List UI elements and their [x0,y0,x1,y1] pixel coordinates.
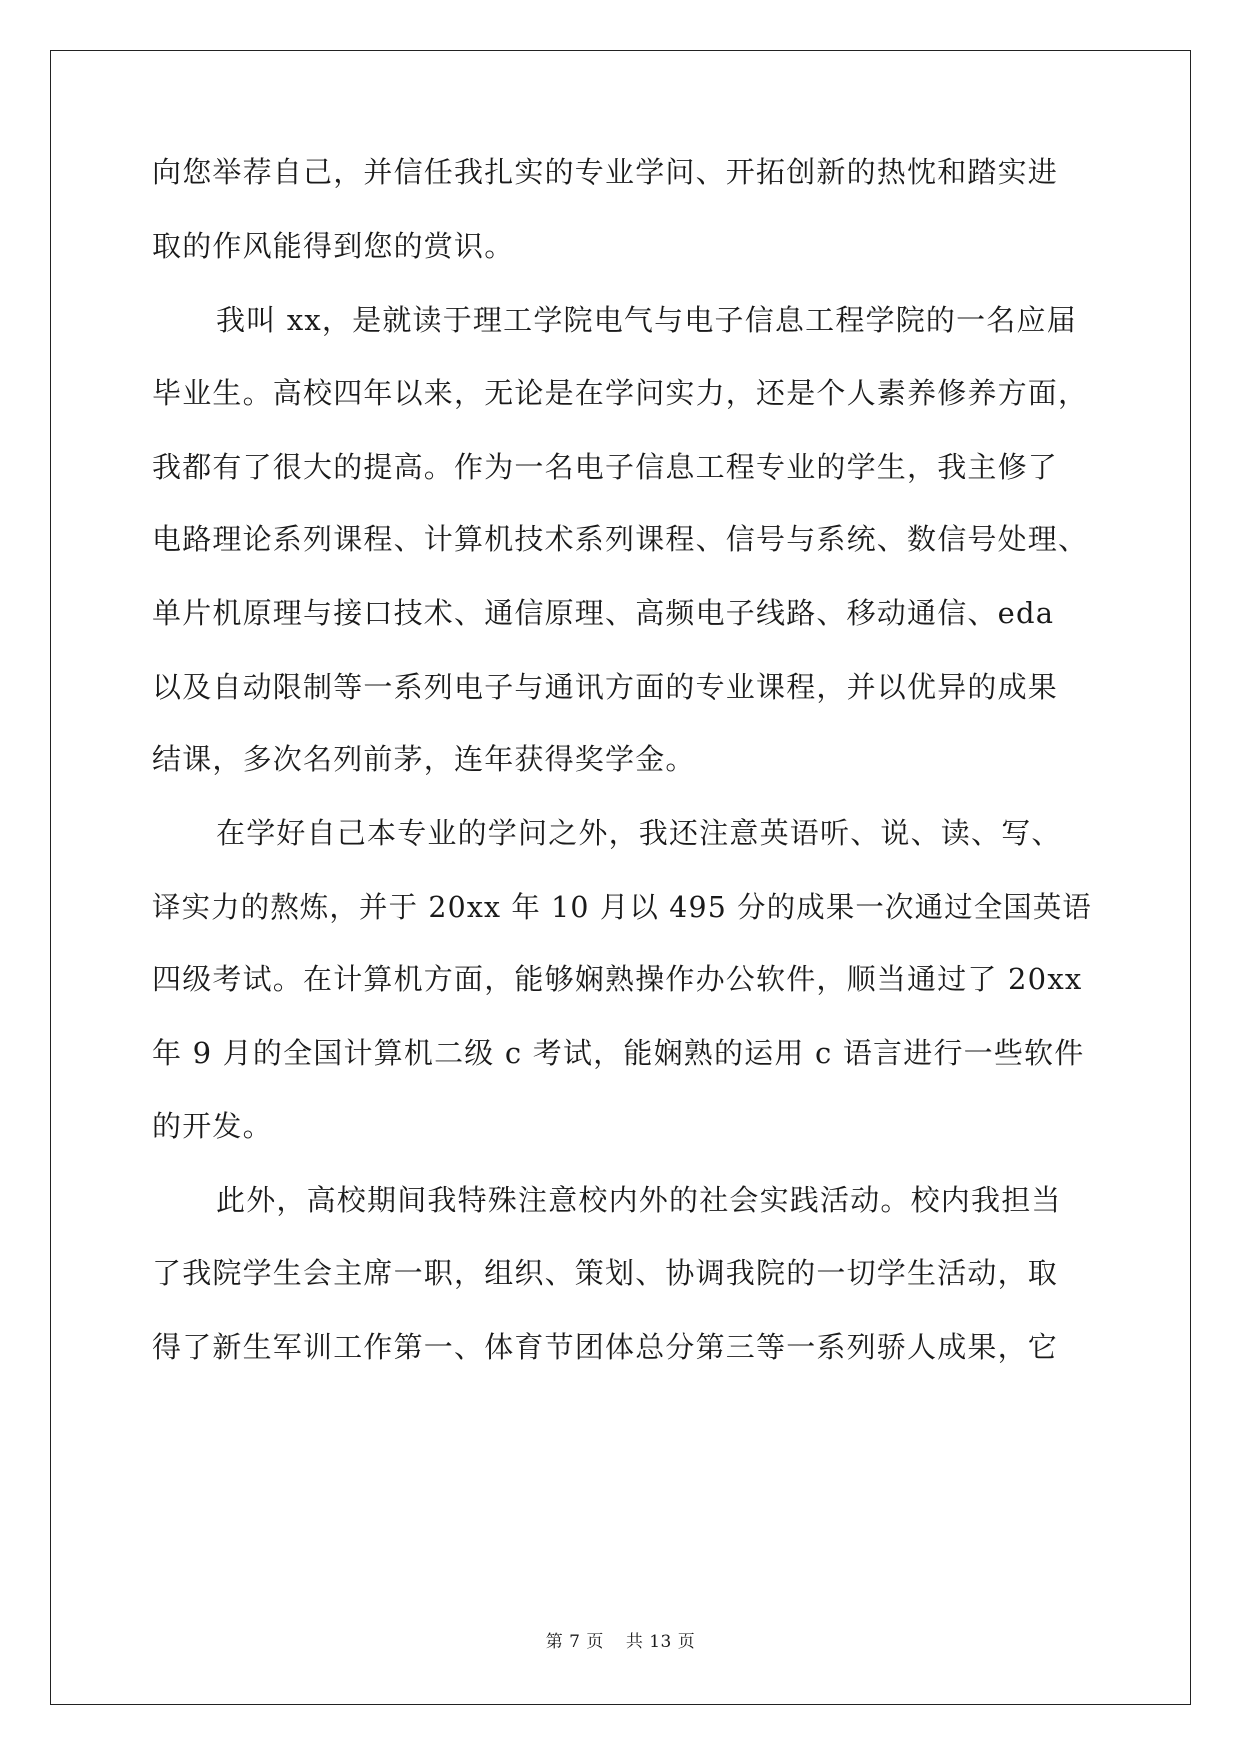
text-line: 得了新生军训工作第一、体育节团体总分第三等一系列骄人成果，它 [152,1330,1059,1364]
text-line: 我叫 xx，是就读于理工学院电气与电子信息工程学院的一名应届 [216,303,1077,337]
page-number-current: 第 7 页 [545,1632,604,1652]
text-line: 毕业生。高校四年以来，无论是在学问实力，还是个人素养修养方面， [152,376,1089,410]
text-line: 向您举荐自己，并信任我扎实的专业学问、开拓创新的热忱和踏实进 [152,155,1059,189]
page-border [50,50,1191,1705]
text-line: 我都有了很大的提高。作为一名电子信息工程专业的学生，我主修了 [152,450,1059,484]
page-number-total: 共 13 页 [625,1632,696,1652]
text-line: 以及自动限制等一系列电子与通讯方面的专业课程，并以优异的成果 [152,670,1059,704]
text-line: 译实力的熬炼，并于 20xx 年 10 月以 495 分的成果一次通过全国英语 [152,890,1093,924]
text-line: 单片机原理与接口技术、通信原理、高频电子线路、移动通信、eda [152,596,1055,630]
text-line: 了我院学生会主席一职，组织、策划、协调我院的一切学生活动，取 [152,1256,1059,1290]
text-line: 年 9 月的全国计算机二级 c 考试，能娴熟的运用 c 语言进行一些软件 [152,1036,1085,1070]
text-line: 结课，多次名列前茅，连年获得奖学金。 [152,742,696,776]
text-line: 电路理论系列课程、计算机技术系列课程、信号与系统、数信号处理、 [152,522,1089,556]
text-line: 取的作风能得到您的赏识。 [152,229,515,263]
text-line: 在学好自己本专业的学问之外，我还注意英语听、说、读、写、 [216,816,1062,850]
page-footer [0,1630,1241,1654]
text-line: 此外，高校期间我特殊注意校内外的社会实践活动。校内我担当 [216,1183,1062,1217]
text-line: 四级考试。在计算机方面，能够娴熟操作办公软件，顺当通过了 20xx [152,962,1083,996]
text-line: 的开发。 [152,1109,273,1143]
